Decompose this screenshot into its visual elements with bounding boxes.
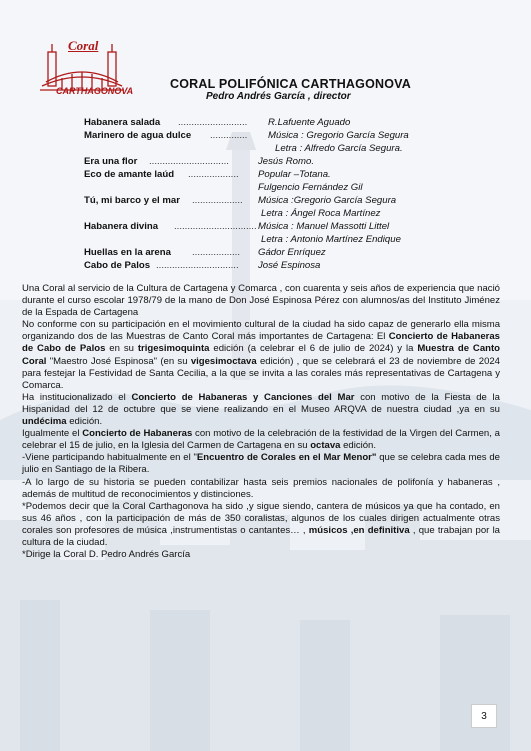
bold-text: trigesimoquinta	[137, 343, 210, 355]
program-item-title: Eco de amante laúd	[84, 169, 175, 180]
text: "Maestro José Espinosa" (en su	[46, 355, 191, 367]
program-item-dots: ...................	[188, 169, 239, 180]
text: edición (a celebrar el 6 de julio de 2024) y la	[209, 343, 418, 355]
program-list	[84, 116, 464, 272]
program-item-title: Habanera divina	[84, 221, 159, 232]
program-item-title: Era una flor	[84, 156, 138, 167]
text: -A lo largo de su historia se pueden contabilizar hasta seis premios nacionales de polifonía y habaneras , además de multitud de reconocimientos y distinciones.	[22, 476, 500, 500]
text: No conforme con su participación en el movimiento cultural de la ciudad ha sido capaz de generarlo ella misma organizando dos de las Muestras de Canto Coral más importantes de Cartagena: El	[22, 319, 500, 343]
text: en su	[105, 343, 138, 355]
text: edición) , que se celebrará el 23 de noviembre de 2024 para festejar la Festividad de Santa Cecilia, a la que se invita a las corales más representativas de Cartagena y Comarca.	[22, 355, 500, 391]
paragraph	[22, 392, 500, 428]
bold-text: Concierto de Habaneras	[82, 428, 193, 440]
paragraph	[22, 319, 500, 392]
program-item-dots: ..............................	[149, 156, 229, 167]
paragraph	[22, 428, 500, 452]
text: Igualmente el	[22, 428, 83, 440]
paragraph	[22, 501, 500, 549]
program-item	[84, 246, 464, 259]
text: , que trabajan por la cultura de la ciudad.	[22, 524, 500, 548]
program-item-composer: Gádor Enríquez	[258, 247, 326, 258]
bold-text: octava	[310, 440, 341, 452]
program-item-dots: ...............................	[156, 260, 239, 271]
text: con motivo de la Fiesta de la Hispanidad del 12 de octubre que se viene realizando en el Museo ARQVA de nuestra ciudad ,ya en su	[22, 391, 500, 415]
bold-text: vigesimoctava	[190, 355, 257, 367]
bold-text: undécima	[22, 416, 67, 428]
program-item-composer: Popular –Totana.	[258, 169, 331, 180]
body-text	[22, 283, 500, 561]
program-item-line2	[84, 207, 464, 220]
program-item-composer: Música :Gregorio García Segura	[258, 195, 397, 206]
bold-text: Encuentro de Corales en el Mar Menor"	[196, 452, 377, 464]
program-item-title: Cabo de Palos	[84, 260, 151, 271]
director-subtitle: Pedro Andrés García , director	[206, 91, 351, 102]
bold-text: Muestra de Canto Coral	[22, 343, 500, 367]
program-item-dots: ...................	[192, 195, 243, 206]
program-item	[84, 259, 464, 272]
program-item-dots: ...............................	[174, 221, 257, 232]
bold-text: músicos ,en definitiva	[308, 524, 410, 536]
program-item-dots: ..........................	[178, 117, 248, 128]
paragraph	[22, 283, 500, 319]
program-item	[84, 194, 464, 207]
paragraph	[22, 452, 500, 476]
program-item-composer: R.Lafuente Aguado	[268, 117, 351, 128]
page-number: 3	[471, 704, 497, 728]
paragraph	[22, 477, 500, 501]
program-item	[84, 155, 464, 168]
program-item-line2	[84, 181, 464, 194]
program-item	[84, 168, 464, 181]
text: Una Coral al servicio de la Cultura de Cartagena y Comarca , con cuarenta y seis años de experiencia que nació durante el curso escolar 1978/79 de la mano de Don José Espinosa Pérez con alumnos/as del Instituto Jiménez de la Espada de Cartagena	[22, 283, 500, 319]
paragraph	[22, 549, 500, 561]
text: edición.	[340, 440, 376, 452]
bold-text: Concierto de Habaneras de Cabo de Palos	[22, 331, 500, 355]
program-item-arranger: Fulgencio Fernández Gil	[258, 182, 363, 193]
program-item-composer: Música : Manuel Massotti Littel	[258, 221, 390, 232]
bold-text: Concierto de Habaneras y Canciones del Mar	[131, 391, 355, 403]
program-item-title: Habanera salada	[84, 117, 161, 128]
text: con motivo de la celebración de la festividad de la Virgen del Carmen, a celebrar el 15 de julio, en la Iglesia del Carmen de Cartagena en su	[22, 428, 500, 452]
page-title: CORAL POLIFÓNICA CARTHAGONOVA	[170, 77, 411, 91]
program-item-lyricist: Letra : Antonio Martínez Endique	[261, 234, 401, 245]
program-item-lyricist: Letra : Alfredo García Segura.	[275, 143, 403, 154]
text: que se celebra cada mes de julio en Santiago de la Ribera.	[22, 452, 500, 476]
program-item-line2	[84, 142, 464, 155]
text: edición.	[66, 416, 103, 428]
text: Ha institucionalizado el	[22, 391, 132, 403]
program-item-title: Tú, mi barco y el mar	[84, 195, 180, 206]
text: *Podemos decir que la Coral Carthagonova ha sido ,y sigue siendo, cantera de músicos ya que ha contado, en sus 46 años , con la participación de más de 350 coralistas, algunos de los cuales dirigen actualmente otras corales son profesores de música ,instrumentistas o cantantes… ,	[22, 500, 500, 536]
program-item-composer: Música : Gregorio García Segura	[268, 130, 409, 141]
program-item-title: Marinero de agua dulce	[84, 130, 192, 141]
program-item-dots: ..................	[192, 247, 240, 258]
program-item	[84, 220, 464, 233]
text: -Viene participando habitualmente en el "	[22, 452, 197, 464]
logo-word-carthagonova: CARTHAGONOVA	[56, 86, 134, 96]
program-item-composer: José Espinosa	[258, 260, 321, 271]
program-item	[84, 116, 464, 129]
program-item-dots: ..............	[210, 130, 248, 141]
program-item-title: Huellas en la arena	[84, 247, 171, 258]
program-item-composer: Jesús Romo.	[258, 156, 314, 167]
program-item-line2	[84, 233, 464, 246]
logo-word-coral: Coral	[68, 38, 99, 53]
text: *Dirige la Coral D. Pedro Andrés García	[22, 549, 191, 561]
program-item-lyricist: Letra : Ángel Roca Martínez	[261, 208, 381, 219]
program-item	[84, 129, 464, 142]
